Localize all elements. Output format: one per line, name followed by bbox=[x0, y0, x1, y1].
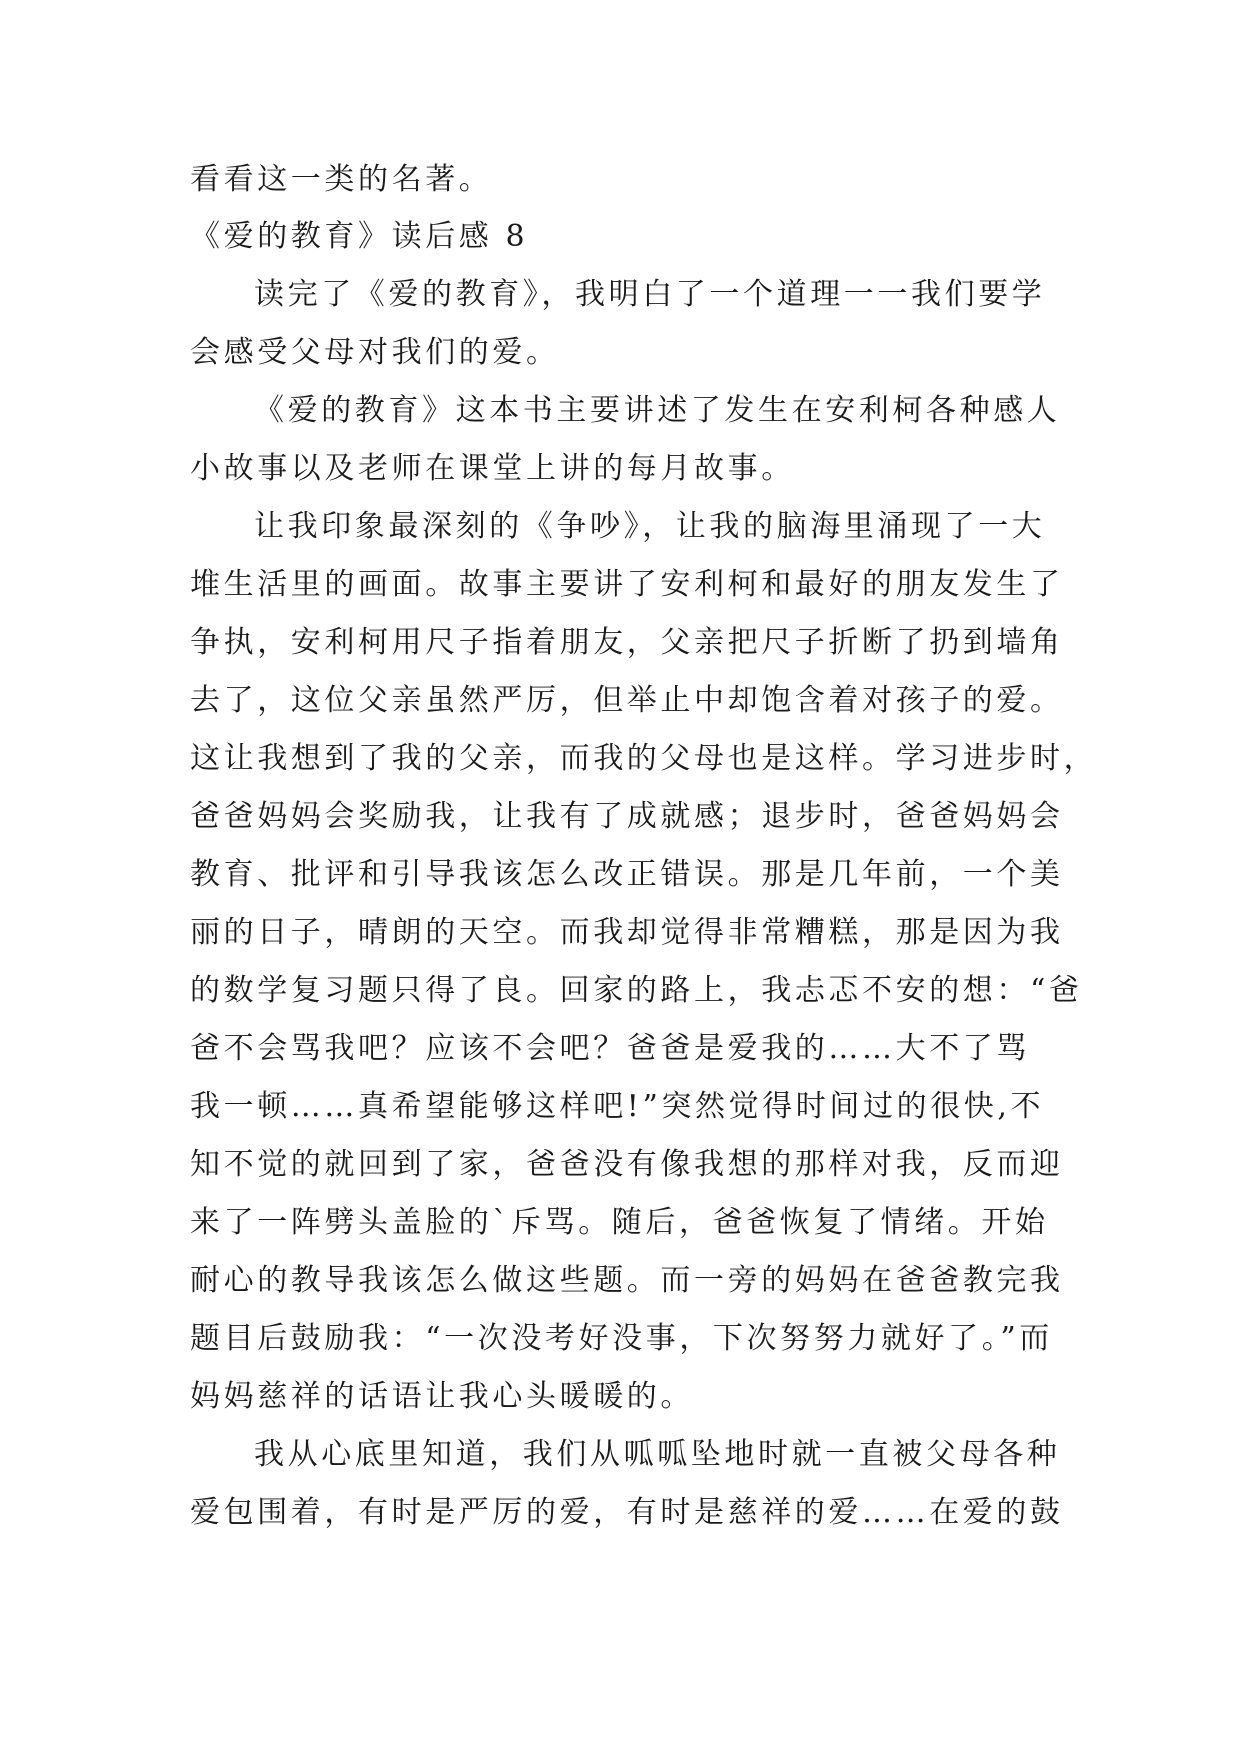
paragraph-first-line: 让我印象最深刻的《争吵》，让我的脑海里涌现了一大 bbox=[254, 509, 1046, 544]
text-line: 题目后鼓励我：“一次没考好没事，下次努努力就好了。”而 bbox=[190, 1321, 1053, 1356]
text-line: 知不觉的就回到了家，爸爸没有像我想的那样对我，反而迎 bbox=[190, 1147, 1064, 1182]
text-line: 去了，这位父亲虽然严厉，但举止中却饱含着对孩子的爱。 bbox=[190, 683, 1064, 718]
text-line: 这让我想到了我的父亲，而我的父母也是这样。学习进步时， bbox=[190, 741, 1098, 776]
text-line: 我一顿……真希望能够这样吧!”突然觉得时间过的很快,不 bbox=[190, 1089, 1045, 1124]
section-heading: 《爱的教育》读后感 8 bbox=[190, 219, 529, 254]
paragraph-first-line: 读完了《爱的教育》，我明白了一个道理一一我们要学 bbox=[254, 277, 1046, 312]
text-line: 爸不会骂我吧？应该不会吧？爸爸是爱我的……大不了骂 bbox=[190, 1031, 1030, 1066]
text-line: 爱包围着，有时是严厉的爱，有时是慈祥的爱……在爱的鼓 bbox=[190, 1495, 1064, 1530]
text-line: 的数学复习题只得了良。回家的路上，我忐忑不安的想：“爸 bbox=[190, 973, 1083, 1008]
text-line: 堆生活里的画面。故事主要讲了安利柯和最好的朋友发生了 bbox=[190, 567, 1064, 602]
text-line: 小故事以及老师在课堂上讲的每月故事。 bbox=[190, 451, 795, 486]
text-line: 会感受父母对我们的爱。 bbox=[190, 335, 560, 370]
text-line: 争执，安利柯用尺子指着朋友，父亲把尺子折断了扔到墙角 bbox=[190, 625, 1064, 660]
text-line: 来了一阵劈头盖脸的`斥骂。随后，爸爸恢复了情绪。开始 bbox=[190, 1205, 1049, 1240]
paragraph-first-line: 《爱的教育》这本书主要讲述了发生在安利柯各种感人 bbox=[254, 393, 1061, 428]
text-line: 看看这一类的名著。 bbox=[190, 162, 493, 197]
text-line: 教育、批评和引导我该怎么改正错误。那是几年前，一个美 bbox=[190, 857, 1064, 892]
text-line: 丽的日子，晴朗的天空。而我却觉得非常糟糕，那是因为我 bbox=[190, 915, 1064, 950]
text-line: 爸爸妈妈会奖励我，让我有了成就感；退步时，爸爸妈妈会 bbox=[190, 799, 1064, 834]
text-line: 耐心的教导我该怎么做这些题。而一旁的妈妈在爸爸教完我 bbox=[190, 1263, 1064, 1298]
paragraph-first-line: 我从心底里知道，我们从呱呱坠地时就一直被父母各种 bbox=[254, 1437, 1061, 1472]
text-line: 妈妈慈祥的话语让我心头暖暖的。 bbox=[190, 1379, 694, 1414]
